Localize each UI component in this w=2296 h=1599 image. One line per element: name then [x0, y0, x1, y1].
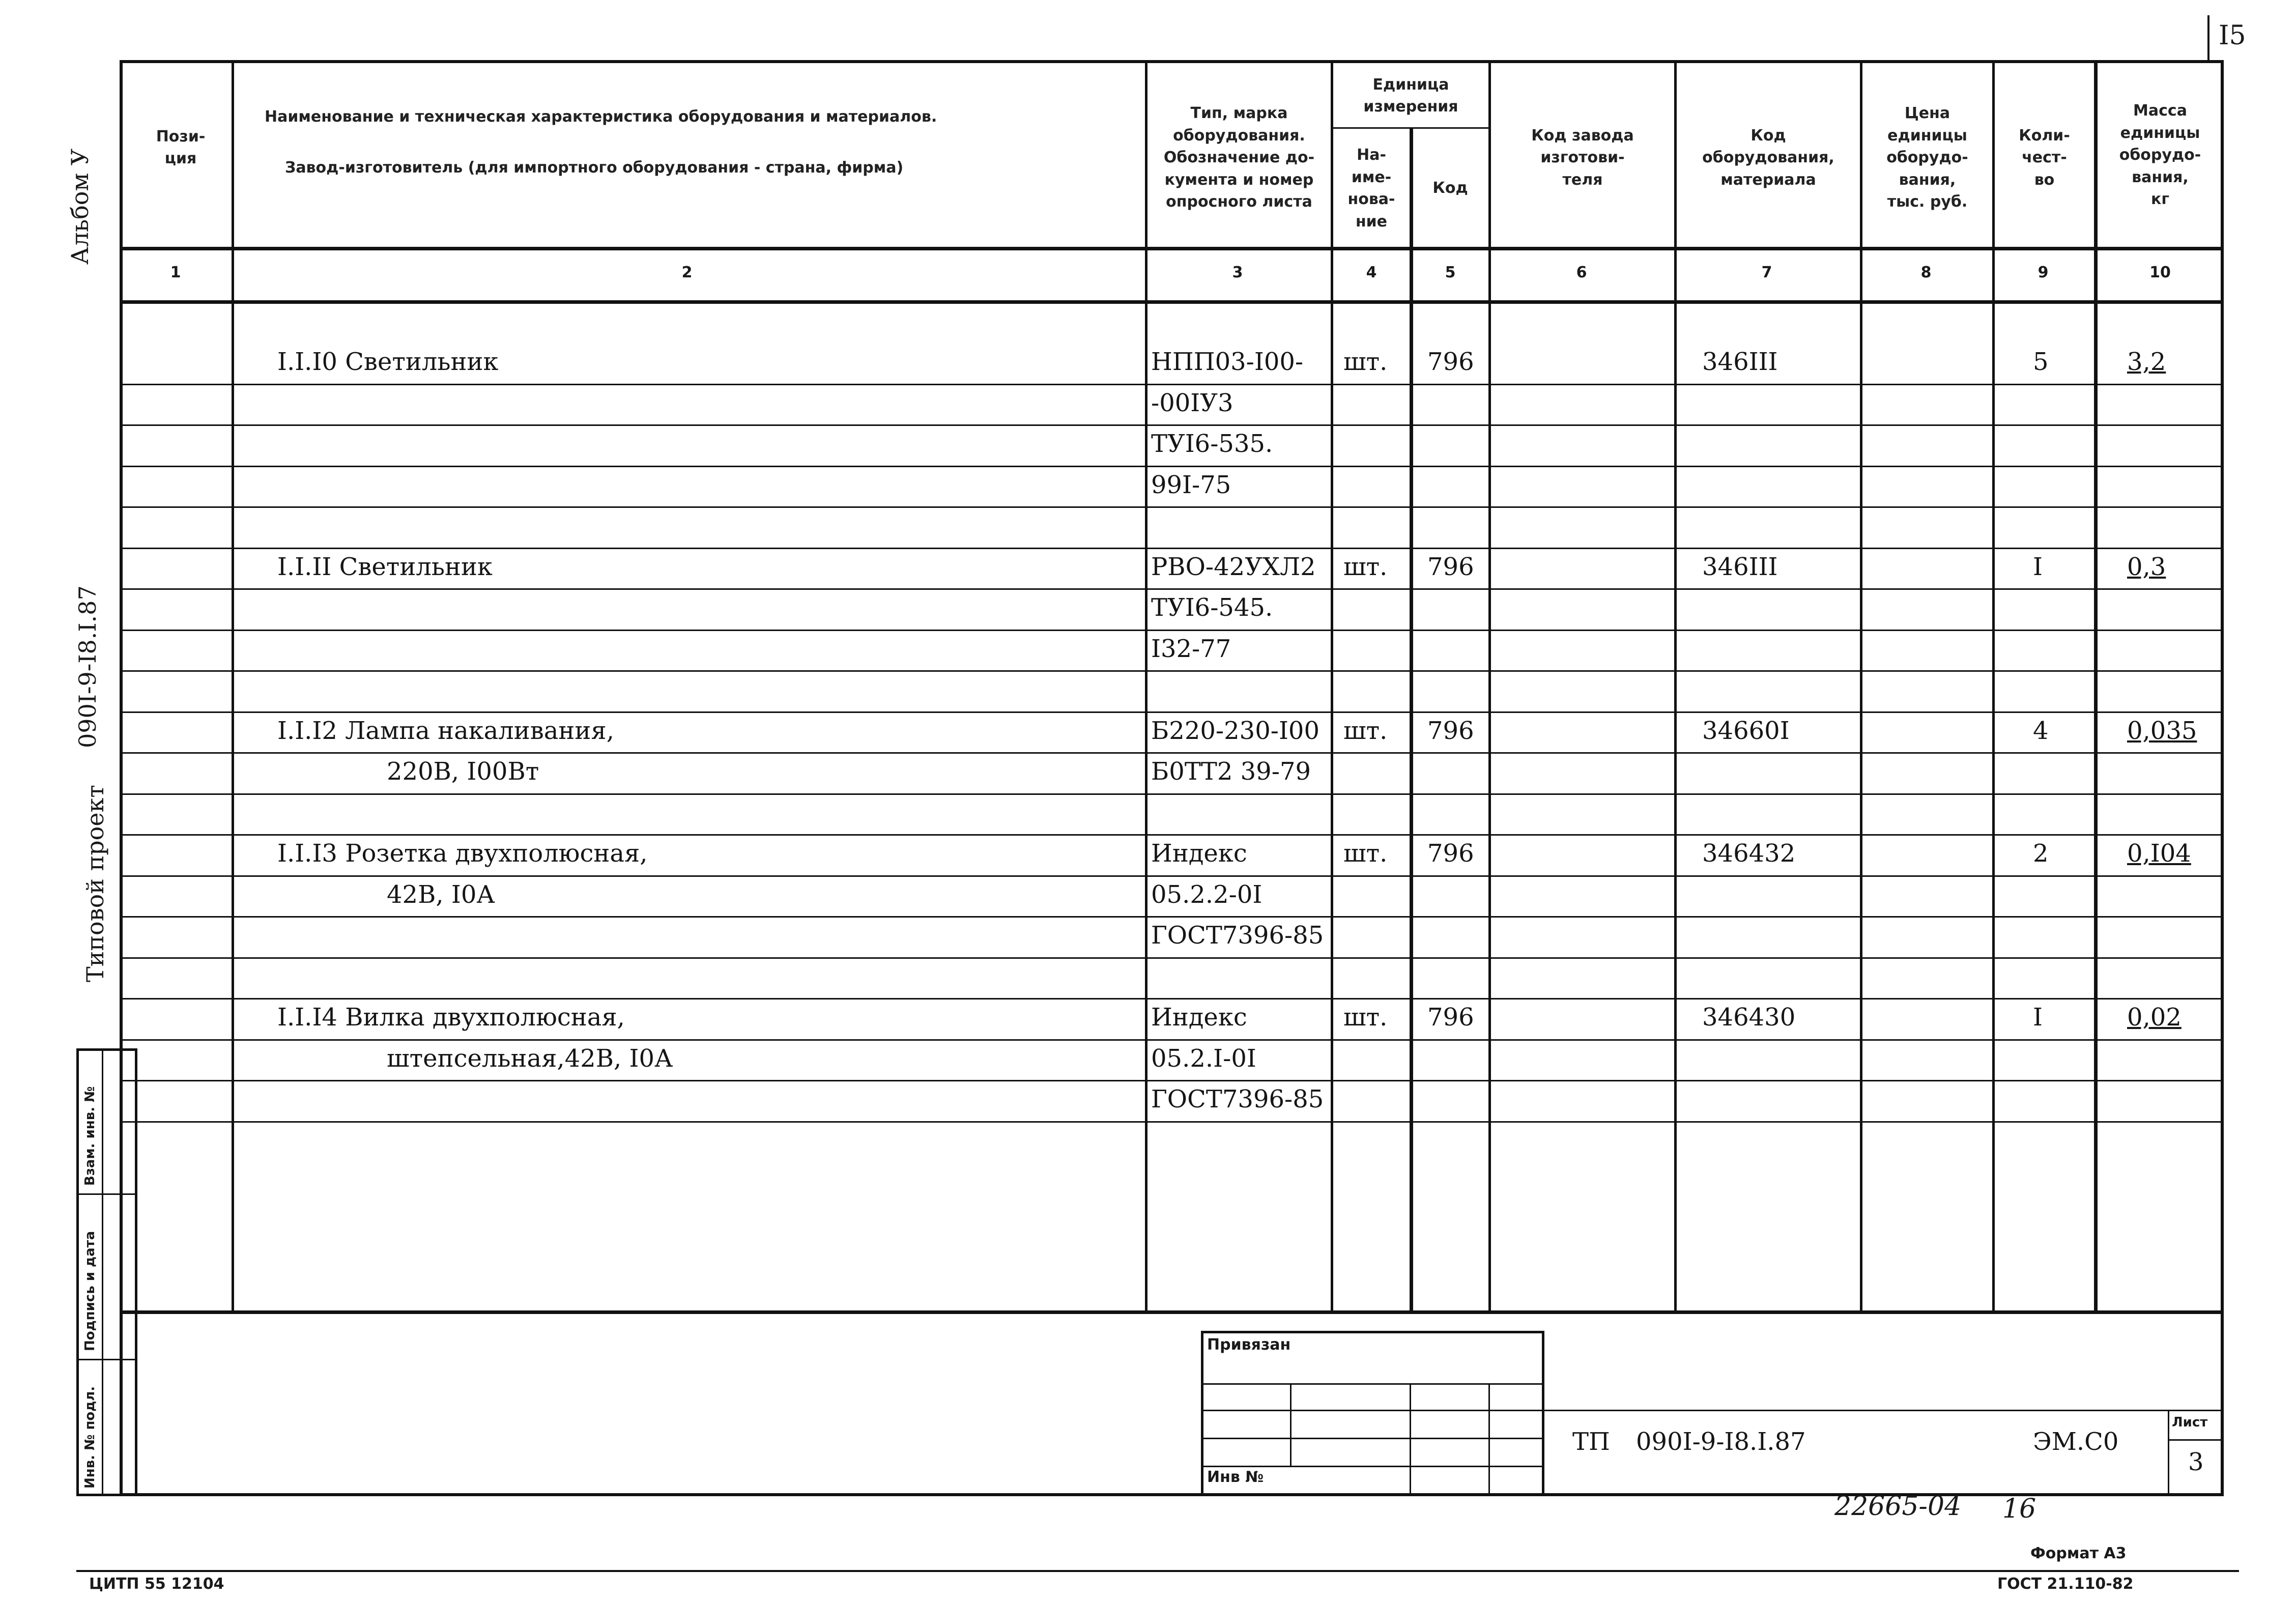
colnum-bottom-line	[120, 300, 2224, 304]
row-type: 05.2.I-0I	[1151, 1044, 1256, 1073]
row-unit: шт.	[1343, 348, 1388, 376]
body-bottom-line	[120, 1310, 2224, 1314]
row-line	[122, 670, 2224, 672]
list-divider	[2168, 1439, 2224, 1441]
column-number-10: 10	[2149, 264, 2171, 281]
stamp-side-vdivider	[102, 1048, 103, 1496]
privyazan-line-1	[1201, 1383, 1544, 1385]
row-line	[122, 588, 2224, 590]
row-type: 99I-75	[1151, 470, 1231, 499]
row-mat: 346432	[1702, 839, 1796, 868]
row-unit: шт.	[1343, 552, 1388, 581]
row-name: 220В, I00Вт	[387, 757, 539, 786]
row-code: 796	[1427, 1003, 1474, 1032]
row-name: I.I.I2 Лампа накаливания,	[277, 716, 614, 745]
list-number: 3	[2188, 1448, 2204, 1476]
row-type: ТУI6-545.	[1151, 593, 1273, 622]
row-mass: 0,02	[2127, 1003, 2182, 1032]
doc-code-prefix: ТП	[1572, 1427, 1610, 1456]
footer-left: ЦИТП 55 12104	[89, 1575, 224, 1593]
list-label: Лист	[2172, 1415, 2208, 1430]
row-mass: 0,035	[2127, 716, 2197, 745]
footer-gost: ГОСТ 21.110-82	[1997, 1575, 2134, 1593]
row-type: РВО-42УХЛ2	[1151, 552, 1316, 581]
hdr-unit-code: Код	[1432, 179, 1468, 197]
handwritten-number: 22665-04	[1834, 1491, 1962, 1522]
col-sep-1	[232, 60, 234, 1312]
column-number-1: 1	[170, 264, 181, 281]
privyazan-line-4	[1201, 1466, 1544, 1467]
stamp-side-label-2: Подпись и дата	[82, 1231, 98, 1351]
col-sep-7	[1860, 60, 1862, 1312]
hdr-type: Тип, марка оборудования. Обозначение до- кумента и номер опросного листа	[1163, 104, 1315, 211]
row-unit: шт.	[1343, 716, 1388, 745]
col-sep-5	[1488, 60, 1491, 1312]
hdr-factory-code: Код завода изготови- теля	[1531, 126, 1634, 189]
row-line	[122, 752, 2224, 754]
row-line	[122, 1121, 2224, 1123]
row-line	[122, 548, 2224, 549]
album-label: Альбом У	[66, 148, 94, 265]
row-name: I.I.I0 Светильник	[277, 348, 499, 376]
row-type: -00IУ3	[1151, 388, 1233, 417]
hdr-quantity: Коли- чест- во	[2019, 126, 2070, 189]
col-sep-9	[2094, 60, 2098, 1312]
col-sep-6	[1674, 60, 1677, 1312]
column-number-8: 8	[1920, 264, 1932, 281]
column-number-2: 2	[681, 264, 693, 281]
row-type: Индекс	[1151, 839, 1247, 868]
top-tick	[2207, 15, 2209, 61]
row-mat: 34660I	[1702, 716, 1790, 745]
row-type: I32-77	[1151, 634, 1231, 663]
stamp-side-label-1: Взам. инв. №	[82, 1086, 98, 1186]
hdr-unit-name: На- име- нова- ние	[1347, 146, 1395, 231]
row-unit: шт.	[1343, 1003, 1388, 1032]
row-unit: шт.	[1343, 839, 1388, 868]
privyazan-v-3	[1488, 1383, 1490, 1496]
row-line	[122, 384, 2224, 385]
row-type: ГОСТ7396-85	[1151, 1085, 1324, 1113]
column-number-6: 6	[1576, 264, 1587, 281]
row-qty: 5	[2033, 348, 2049, 376]
row-line	[122, 793, 2224, 795]
row-mat: 346III	[1702, 552, 1778, 581]
row-line	[122, 1039, 2224, 1041]
row-name: 42В, I0А	[387, 880, 495, 909]
top-sheet-number: I5	[2219, 20, 2246, 51]
doc-code: 090I-9-I8.I.87	[1636, 1427, 1806, 1456]
row-code: 796	[1427, 348, 1474, 376]
row-type: ГОСТ7396-85	[1151, 921, 1324, 950]
hdr-unit-group: Единица измерения	[1363, 75, 1458, 116]
row-mat: 346III	[1702, 348, 1778, 376]
row-type: Б220-230-I00	[1151, 716, 1319, 745]
project-code-side: 090I-9-I8.I.87	[74, 585, 101, 748]
inv-no-label: Инв №	[1207, 1468, 1264, 1486]
column-number-7: 7	[1761, 264, 1772, 281]
header-bottom-line	[120, 247, 2224, 250]
doc-mark: ЭМ.С0	[2033, 1427, 2119, 1456]
row-line	[122, 916, 2224, 918]
row-qty: 4	[2033, 716, 2049, 745]
row-name: I.I.II Светильник	[277, 552, 493, 581]
row-line	[122, 424, 2224, 426]
row-line	[122, 957, 2224, 959]
col-sep-8	[1992, 60, 1995, 1312]
row-type: НПП03-I00-	[1151, 348, 1304, 376]
hdr-name-line1: Наименование и техническая характеристика оборудования и материалов.	[265, 108, 937, 126]
footer-line	[76, 1570, 2239, 1572]
row-type: Индекс	[1151, 1003, 1247, 1032]
row-name: штепсельная,42В, I0А	[387, 1044, 673, 1073]
row-line	[122, 466, 2224, 467]
row-mass: 0,3	[2127, 552, 2166, 581]
col5-thick	[1410, 300, 1413, 1313]
row-type: 05.2.2-0I	[1151, 880, 1262, 909]
row-line	[122, 875, 2224, 877]
row-code: 796	[1427, 552, 1474, 581]
privyazan-v-1	[1290, 1383, 1292, 1466]
hdr-position: Пози- ция	[156, 127, 206, 167]
unit-group-divider	[1331, 127, 1488, 129]
hdr-material-code: Код оборудования, материала	[1702, 126, 1834, 189]
row-qty: 2	[2033, 839, 2049, 868]
row-mat: 346430	[1702, 1003, 1796, 1032]
project-type-side: Типовой проект	[81, 785, 109, 982]
row-type: ТУI6-535.	[1151, 430, 1273, 458]
row-line	[122, 834, 2224, 836]
row-type: Б0ТТ2 39-79	[1151, 757, 1311, 786]
row-code: 796	[1427, 716, 1474, 745]
row-mass: 3,2	[2127, 348, 2166, 376]
stamp-side-label-3: Инв. № подл.	[82, 1386, 98, 1489]
row-qty: I	[2033, 1003, 2043, 1032]
handwritten-page: 16	[2002, 1494, 2036, 1524]
hdr-mass: Масса единицы оборудо- вания, кг	[2119, 102, 2201, 209]
footer-format: Формат А3	[2030, 1545, 2127, 1562]
privyazan-v-2	[1410, 1383, 1411, 1496]
column-number-3: 3	[1232, 264, 1243, 281]
row-name: I.I.I4 Вилка двухполюсная,	[277, 1003, 625, 1032]
col-sep-3	[1331, 60, 1333, 1312]
row-mass: 0,I04	[2127, 839, 2191, 868]
docblock-top	[1544, 1410, 2224, 1411]
row-line	[122, 1080, 2224, 1081]
row-line	[122, 998, 2224, 1000]
row-line	[122, 506, 2224, 508]
privyazan-label: Привязан	[1207, 1336, 1291, 1354]
row-line	[122, 711, 2224, 713]
hdr-name-line2: Завод-изготовитель (для импортного оборудования - страна, фирма)	[285, 159, 904, 177]
column-number-5: 5	[1445, 264, 1456, 281]
privyazan-line-3	[1201, 1438, 1544, 1439]
row-name: I.I.I3 Розетка двухполюсная,	[277, 839, 648, 868]
hdr-price: Цена единицы оборудо- вания, тыс. руб.	[1886, 104, 1968, 211]
column-number-4: 4	[1366, 264, 1377, 281]
row-line	[122, 630, 2224, 631]
row-qty: I	[2033, 552, 2043, 581]
column-number-9: 9	[2037, 264, 2049, 281]
row-code: 796	[1427, 839, 1474, 868]
privyazan-line-2	[1201, 1410, 1544, 1411]
list-sep	[2168, 1410, 2169, 1496]
col-sep-2	[1145, 60, 1147, 1312]
